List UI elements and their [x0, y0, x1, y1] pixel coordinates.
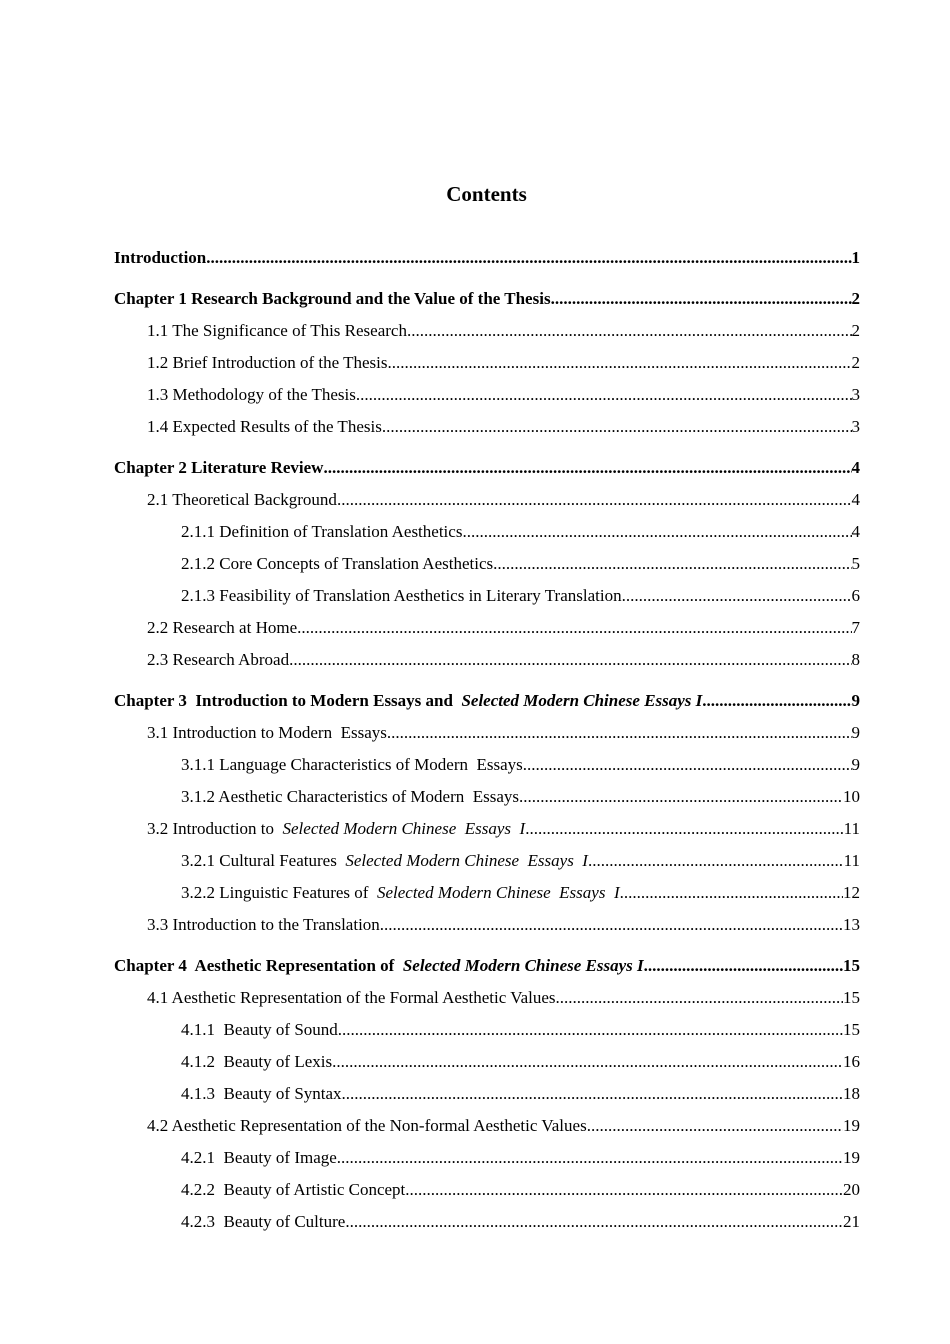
toc-title-part: Chapter 3 Introduction to Modern Essays and	[114, 691, 462, 710]
toc-page-number: 10	[843, 787, 860, 806]
toc-title-part: Chapter 2 Literature Review	[114, 458, 324, 477]
toc-dot-leader	[387, 720, 852, 746]
toc-page-number: 2	[851, 353, 860, 372]
toc-section-entry[interactable]	[114, 720, 860, 752]
toc-dot-leader	[338, 1017, 843, 1043]
toc-dot-leader	[405, 1177, 843, 1203]
toc-dot-leader	[382, 414, 852, 440]
toc-entry-title	[181, 1209, 345, 1235]
toc-entry-title	[181, 519, 462, 545]
toc-entry-title	[114, 286, 551, 312]
toc-page-number: 13	[843, 915, 860, 934]
toc-page-number: 21	[843, 1212, 860, 1231]
toc-subsection-entry[interactable]	[114, 1049, 860, 1081]
toc-entry-title	[181, 848, 588, 874]
toc-page-number: 15	[843, 988, 860, 1007]
toc-title-part: 1.3 Methodology of the Thesis	[147, 385, 356, 404]
toc-page-number: 7	[851, 618, 860, 637]
toc-page-number: 5	[851, 554, 860, 573]
toc-subsection-entry[interactable]	[114, 551, 860, 583]
toc-page-number: 4	[851, 490, 860, 509]
toc-page-number: 3	[851, 417, 860, 436]
toc-title-part: 3.1.1 Language Characteristics of Modern Essays	[181, 755, 523, 774]
toc-title-part: 4.2 Aesthetic Representation of the Non-formal Aesthetic Values	[147, 1116, 587, 1135]
toc-title-part: 4.1.3 Beauty of Syntax	[181, 1084, 342, 1103]
toc-title-part: 2.1.3 Feasibility of Translation Aesthetics in Literary Translation	[181, 586, 622, 605]
toc-title-italic-part: Selected Modern Chinese Essays I	[345, 851, 588, 870]
toc-entry-title	[147, 720, 387, 746]
toc-page-number: 9	[851, 691, 860, 710]
toc-page-number: 9	[851, 723, 860, 742]
toc-page-number: 9	[851, 755, 860, 774]
toc-page-number: 11	[843, 819, 860, 838]
toc-title-part: 2.2 Research at Home	[147, 618, 298, 637]
toc-title-part: Chapter 1 Research Background and the Value of the Thesis	[114, 289, 551, 308]
toc-title-part: Introduction	[114, 248, 207, 267]
toc-entry-title	[147, 647, 289, 673]
toc-chapter-entry[interactable]	[114, 455, 860, 487]
toc-entry-title	[181, 1081, 342, 1107]
toc-page-number: 8	[851, 650, 860, 669]
toc-entry-title	[114, 953, 644, 979]
toc-chapter-entry[interactable]	[114, 245, 860, 277]
toc-section-entry[interactable]	[114, 350, 860, 382]
toc-page-number: 3	[851, 385, 860, 404]
toc-entry-title	[147, 985, 556, 1011]
toc-entry-title	[181, 1049, 332, 1075]
toc-title-part: 3.2 Introduction to	[147, 819, 283, 838]
toc-entry-title	[181, 1145, 337, 1171]
toc-title-part: 4.2.2 Beauty of Artistic Concept	[181, 1180, 406, 1199]
toc-entry-title	[147, 382, 356, 408]
toc-page-number: 11	[843, 851, 860, 870]
toc-dot-leader	[289, 647, 851, 673]
toc-page-number: 19	[843, 1148, 860, 1167]
toc-dot-leader	[620, 880, 843, 906]
toc-dot-leader	[525, 816, 843, 842]
toc-dot-leader	[342, 1081, 843, 1107]
toc-section-entry[interactable]	[114, 318, 860, 350]
toc-page-number: 16	[843, 1052, 860, 1071]
toc-page-number: 2	[851, 289, 860, 308]
toc-title-italic-part: Selected Modern Chinese Essays I	[461, 691, 703, 710]
toc-title-part: 4.1.1 Beauty of Sound	[181, 1020, 338, 1039]
toc-dot-leader	[523, 752, 852, 778]
toc-entry-title	[114, 455, 323, 481]
toc-section-entry[interactable]	[114, 647, 860, 679]
toc-dot-leader	[356, 382, 852, 408]
toc-entry-title	[114, 245, 206, 271]
toc-title-part: 3.1 Introduction to Modern Essays	[147, 723, 387, 742]
toc-dot-leader	[551, 286, 852, 312]
toc-dot-leader	[297, 615, 851, 641]
toc-dot-leader	[622, 583, 852, 609]
toc-title-part: 1.1 The Significance of This Research	[147, 321, 407, 340]
toc-page-number: 4	[851, 458, 860, 477]
toc-section-entry[interactable]	[114, 912, 860, 944]
toc-chapter-entry[interactable]	[114, 286, 860, 318]
toc-title-italic-part: Selected Modern Chinese Essays I	[402, 956, 644, 975]
toc-section-entry[interactable]	[114, 985, 860, 1017]
toc-subsection-entry[interactable]	[114, 752, 860, 784]
toc-dot-leader	[380, 912, 843, 938]
table-of-contents	[114, 245, 860, 1241]
toc-dot-leader	[702, 688, 851, 714]
toc-entry-title	[147, 487, 337, 513]
toc-section-entry[interactable]	[114, 487, 860, 519]
toc-section-entry[interactable]	[114, 816, 860, 848]
toc-dot-leader	[407, 318, 852, 344]
toc-page-number: 6	[851, 586, 860, 605]
toc-entry-title	[181, 880, 620, 906]
toc-entry-title	[147, 816, 525, 842]
toc-page-number: 15	[843, 956, 860, 975]
toc-page-number: 15	[843, 1020, 860, 1039]
toc-entry-title	[147, 414, 382, 440]
toc-subsection-entry[interactable]	[114, 1145, 860, 1177]
toc-section-entry[interactable]	[114, 615, 860, 647]
toc-title-part: Chapter 4 Aesthetic Representation of	[114, 956, 403, 975]
toc-title-part: 1.4 Expected Results of the Thesis	[147, 417, 382, 436]
toc-dot-leader	[519, 784, 843, 810]
toc-section-entry[interactable]	[114, 1113, 860, 1145]
toc-entry-title	[147, 1113, 587, 1139]
toc-subsection-entry[interactable]	[114, 1081, 860, 1113]
toc-dot-leader	[337, 1145, 843, 1171]
toc-chapter-entry[interactable]	[114, 953, 860, 985]
toc-subsection-entry[interactable]	[114, 848, 860, 880]
toc-entry-title	[147, 912, 380, 938]
toc-entry-title	[147, 318, 407, 344]
toc-page-number: 1	[851, 248, 860, 267]
toc-entry-title	[147, 615, 297, 641]
toc-title-part: 3.2.1 Cultural Features	[181, 851, 346, 870]
toc-entry-title	[181, 551, 493, 577]
toc-subsection-entry[interactable]	[114, 784, 860, 816]
toc-page-number: 18	[843, 1084, 860, 1103]
toc-subsection-entry[interactable]	[114, 1177, 860, 1209]
toc-entry-title	[181, 1017, 338, 1043]
toc-title-part: 4.1 Aesthetic Representation of the Formal Aesthetic Values	[147, 988, 556, 1007]
toc-subsection-entry[interactable]	[114, 880, 860, 912]
toc-entry-title	[181, 1177, 405, 1203]
toc-title-part: 2.1.1 Definition of Translation Aesthetics	[181, 522, 463, 541]
toc-title-part: 2.1.2 Core Concepts of Translation Aesthetics	[181, 554, 494, 573]
toc-chapter-entry[interactable]	[114, 688, 860, 720]
toc-dot-leader	[588, 848, 844, 874]
toc-subsection-entry[interactable]	[114, 519, 860, 551]
toc-dot-leader	[206, 245, 851, 271]
page-title: Contents	[446, 182, 527, 206]
toc-section-entry[interactable]	[114, 414, 860, 446]
toc-title-italic-part: Selected Modern Chinese Essays I	[282, 819, 526, 838]
toc-page-number: 20	[843, 1180, 860, 1199]
toc-title-part: 2.1 Theoretical Background	[147, 490, 337, 509]
toc-entry-title	[147, 350, 387, 376]
toc-dot-leader	[493, 551, 851, 577]
toc-dot-leader	[587, 1113, 843, 1139]
toc-entry-title	[181, 752, 523, 778]
toc-title-part: 3.2.2 Linguistic Features of	[181, 883, 377, 902]
toc-dot-leader	[345, 1209, 843, 1235]
toc-title-part: 2.3 Research Abroad	[147, 650, 290, 669]
toc-title-part: 4.2.3 Beauty of Culture	[181, 1212, 346, 1231]
toc-entry-title	[114, 688, 702, 714]
toc-dot-leader	[556, 985, 843, 1011]
toc-page-number: 2	[851, 321, 860, 340]
toc-title-part: 3.3 Introduction to the Translation	[147, 915, 380, 934]
toc-page-number: 12	[843, 883, 860, 902]
toc-dot-leader	[337, 487, 852, 513]
toc-subsection-entry[interactable]	[114, 1017, 860, 1049]
toc-dot-leader	[332, 1049, 843, 1075]
toc-entry-title	[181, 583, 622, 609]
toc-title-part: 3.1.2 Aesthetic Characteristics of Modern Essays	[181, 787, 520, 806]
toc-title-italic-part: Selected Modern Chinese Essays I	[376, 883, 620, 902]
toc-title-part: 1.2 Brief Introduction of the Thesis	[147, 353, 388, 372]
toc-dot-leader	[644, 953, 843, 979]
toc-dot-leader	[462, 519, 851, 545]
toc-page-number: 19	[843, 1116, 860, 1135]
toc-title-part: 4.2.1 Beauty of Image	[181, 1148, 337, 1167]
toc-title-part: 4.1.2 Beauty of Lexis	[181, 1052, 333, 1071]
toc-entry-title	[181, 784, 519, 810]
toc-subsection-entry[interactable]	[114, 1209, 860, 1241]
toc-dot-leader	[323, 455, 851, 481]
toc-dot-leader	[387, 350, 851, 376]
toc-page-number: 4	[851, 522, 860, 541]
toc-subsection-entry[interactable]	[114, 583, 860, 615]
toc-section-entry[interactable]	[114, 382, 860, 414]
